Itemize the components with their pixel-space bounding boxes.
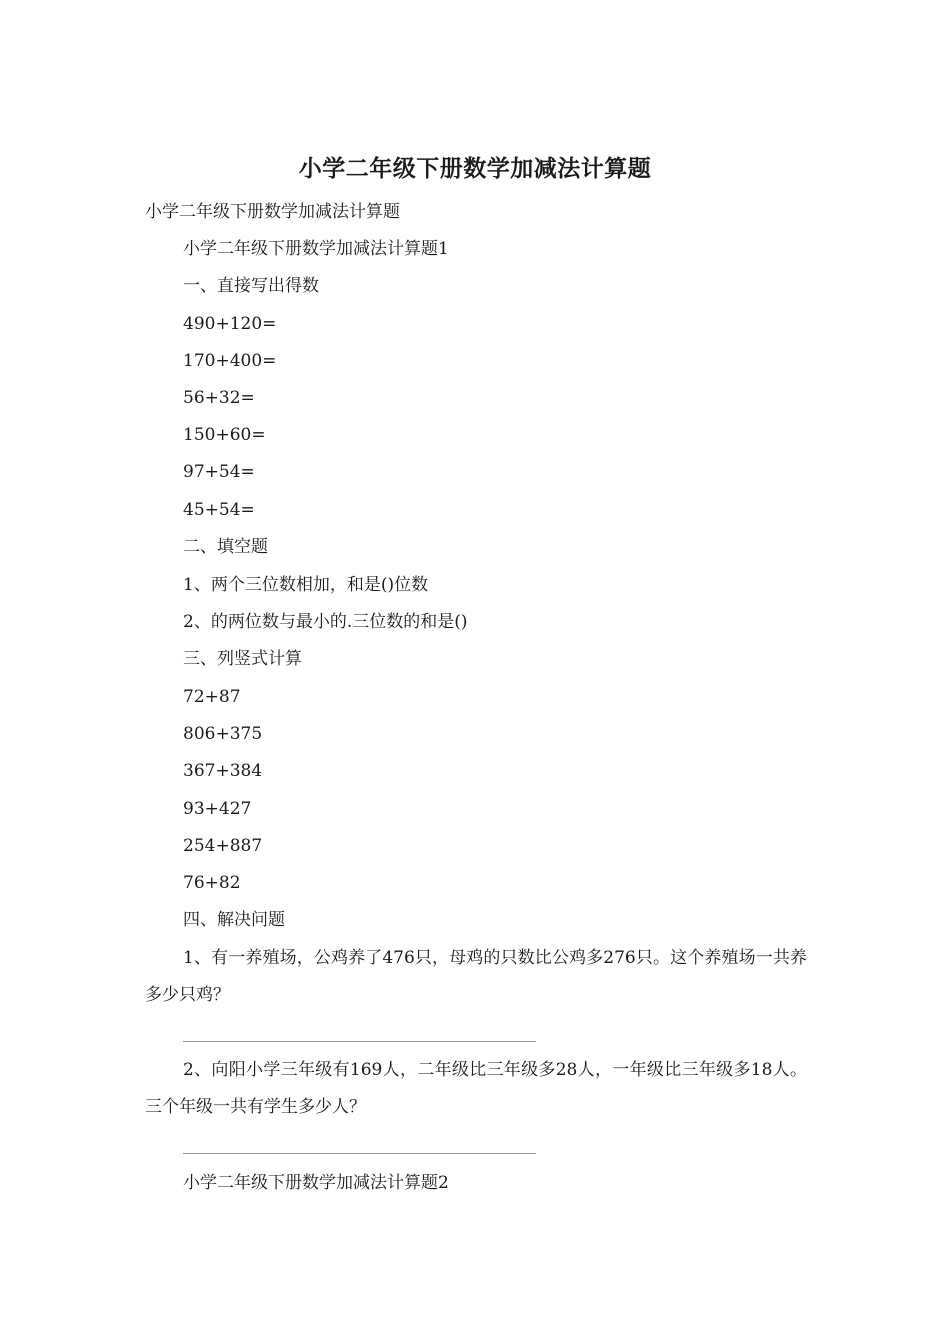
part1-heading: 小学二年级下册数学加减法计算题1: [183, 239, 449, 259]
answer-line: [183, 1041, 536, 1042]
vertical-calc-item: 93+427: [183, 799, 252, 819]
fill-blank-item: 2、的两位数与最小的.三位数的和是(): [183, 612, 468, 632]
answer-line: [183, 1153, 536, 1154]
section2-heading: 二、填空题: [183, 537, 268, 557]
arithmetic-item: 490+120=: [183, 314, 277, 334]
arithmetic-item: 150+60=: [183, 425, 266, 445]
intro-line: 小学二年级下册数学加减法计算题: [145, 202, 400, 222]
document-title: 小学二年级下册数学加减法计算题: [298, 155, 652, 182]
vertical-calc-item: 76+82: [183, 873, 241, 893]
fill-blank-item: 1、两个三位数相加，和是()位数: [183, 575, 429, 595]
vertical-calc-item: 806+375: [183, 724, 263, 744]
arithmetic-item: 97+54=: [183, 462, 255, 482]
section1-heading: 一、直接写出得数: [183, 276, 319, 296]
section4-heading: 四、解决问题: [183, 910, 285, 930]
vertical-calc-item: 367+384: [183, 761, 263, 781]
vertical-calc-item: 72+87: [183, 687, 241, 707]
arithmetic-item: 56+32=: [183, 388, 255, 408]
word-problem: 2、向阳小学三年级有169人，二年级比三年级多28人，一年级比三年级多18人。三个年级一共有学生多少人？: [145, 1060, 807, 1117]
section3-heading: 三、列竖式计算: [183, 649, 302, 669]
part2-heading: 小学二年级下册数学加减法计算题2: [183, 1173, 449, 1193]
arithmetic-item: 170+400=: [183, 351, 277, 371]
arithmetic-item: 45+54=: [183, 500, 255, 520]
word-problem: 1、有一养殖场，公鸡养了476只，母鸡的只数比公鸡多276只。这个养殖场一共养多少只鸡？: [145, 948, 807, 1005]
vertical-calc-item: 254+887: [183, 836, 263, 856]
